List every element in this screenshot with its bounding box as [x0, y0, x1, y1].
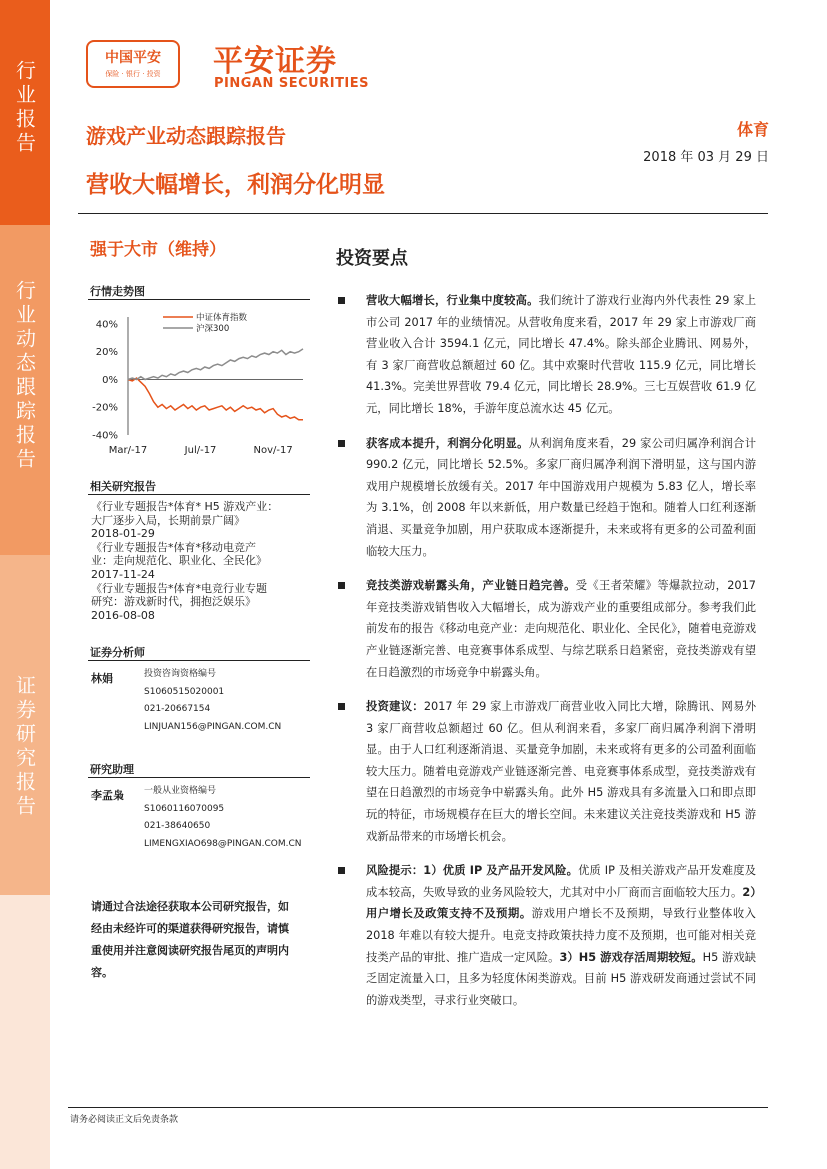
analyst-info: [144, 666, 281, 736]
assistant-email: LIMENGXIAO698@PINGAN.COM.CN: [144, 838, 302, 849]
highlight-item: [336, 696, 756, 847]
trend-chart: [88, 305, 310, 465]
footer-note: 请务必阅读正文后免责条款: [70, 1115, 179, 1125]
rating: 强于大市（维持）: [90, 240, 226, 260]
x-tick-label: Jul/-17: [184, 445, 217, 456]
related-date: 2017-11-24: [91, 567, 155, 581]
highlight-text: 2017 年 29 家上市游戏厂商营业收入同比大增，除腾讯、网易外 3 家厂商营收总额超过 60 亿。但从利润来看，多家厂商归属净利润下滑明显。由于人口红利逐渐消退、买量竞争加剧，未来或将有更多的公司盈利面临较大压力。随着电竞游戏产业链逐渐完善、电竞赛事体系成型，竞技类游戏有望在日趋激烈的市场竞争中崭露头角。此外 H5 游戏具有多流量入口和即点即玩的特征，市场规模存在巨大的增长空间。未来建议关注竞技类游戏和 H5 游戏新品带来的市场增长机会。: [366, 700, 756, 843]
logo-line2: 保险 · 银行 · 投资: [105, 70, 161, 78]
highlight-item: [336, 433, 756, 563]
related-reports: [91, 500, 313, 622]
trend-divider: [88, 299, 310, 300]
risk-item: [336, 860, 756, 1011]
series-line-csi300: [128, 349, 303, 380]
analyst-phone: 021-20667154: [144, 704, 211, 714]
brand-name-cn: 平安证券: [213, 44, 337, 79]
investment-highlights-heading: 投资要点: [336, 248, 408, 269]
legend-label: 沪深300: [196, 324, 230, 334]
y-tick-label: -20%: [92, 402, 118, 414]
risk-lead: 风险提示：1）优质 IP 及产品开发风险。: [366, 864, 579, 878]
risk-text: 优质 IP 及相关游戏产品开发难度及成本较高，失败导致的业务风险较大，尤其对中小厂商而言面临较大压力。: [366, 864, 756, 899]
investment-highlights: [336, 290, 756, 1024]
sidebar-block-report: [0, 0, 50, 225]
bullet-square-icon: [338, 582, 345, 589]
analyst-cert-no: S1060515020001: [144, 686, 225, 697]
bullet-square-icon: [338, 867, 345, 874]
analyst-cert-label: 投资咨询资格编号: [144, 669, 217, 679]
risk-text: 游戏用户增长不及预期，导致行业整体收入 2018 年难以有较大提升。电竞支持政策扶持力度不及预期，也可能对相关竞技类产品的审批、推广造成一定风险。: [366, 907, 756, 964]
related-date: 2018-01-29: [91, 527, 155, 541]
risk-lead: 3）H5 游戏存活周期较短。: [559, 950, 703, 964]
analyst-divider: [88, 660, 310, 661]
related-date: 2016-08-08: [91, 608, 155, 622]
assistant-cert-no: S1060116070095: [144, 803, 225, 814]
assistant-info: [144, 783, 301, 853]
related-line: 大厂逐步入局，长期前景广阔》: [91, 513, 245, 527]
assistant-name: 李孟枭: [91, 789, 124, 802]
related-line: 《行业专题报告*体育*移动电竞产: [91, 540, 256, 554]
highlight-item: [336, 290, 756, 420]
sidebar-label-research: 证券研究报告: [12, 675, 37, 819]
sidebar-label-report: 行业报告: [12, 60, 37, 156]
disclaimer: 请通过合法途径获取本公司研究报告，如经由未经许可的渠道获得研究报告，请慎重使用并注意阅读研究报告尾页的声明内容。: [91, 900, 289, 979]
y-tick-label: 20%: [95, 347, 118, 359]
header-divider: [78, 213, 768, 214]
related-line: 《行业专题报告*体育*电竞行业专题: [91, 581, 267, 595]
footer-divider: [68, 1107, 768, 1108]
bullet-square-icon: [338, 703, 345, 710]
sidebar-block-tracking: [0, 225, 50, 555]
x-tick-label: Nov/-17: [253, 445, 293, 456]
risk-lead: 2）用户增长及政策支持不及预期。: [366, 885, 756, 921]
sidebar-label-tracking: 行业动态跟踪报告: [12, 280, 37, 472]
related-line: 研究：游戏新时代，拥抱泛娱乐》: [91, 595, 256, 609]
highlight-text: 我们统计了游戏行业海内外代表性 29 家上市公司 2017 年的业绩情况。从营收角度来看，2017 年 29 家上市游戏厂商营业收入合计 3594.1 亿元，同比增长 47.4%。除头部企业腾讯、网易外，有 3 家厂商营收总额超过 60 亿。其中欢聚时代营收 115.9 亿元，同比增长 41.3%。完美世界营收 79.4 亿元，同比增长 28.9%。三七互娱营收 61.9 亿元，同比增长 18%，手游年度总流水达 45 亿元。: [366, 294, 756, 415]
analyst-email: LINJUAN156@PINGAN.COM.CN: [144, 721, 282, 732]
y-tick-label: -40%: [92, 430, 118, 442]
y-tick-label: 40%: [95, 319, 118, 331]
related-line: 业：走向规范化、职业化、全民化》: [91, 554, 267, 568]
highlight-lead: 竞技类游戏崭露头角，产业链日趋完善。: [366, 579, 576, 593]
risk-text: H5 游戏缺乏固定流量入口，且多为轻度休闲类游戏。目前 H5 游戏研发商通过尝试不同的游戏类型，寻求行业突破口。: [366, 950, 756, 1007]
analyst-name: 林娟: [91, 672, 113, 685]
pingan-logo: [86, 40, 180, 88]
legend-label: 中证体育指数: [196, 313, 248, 323]
assistant-title: 研究助理: [90, 763, 134, 776]
related-divider: [88, 494, 310, 495]
sidebar-block-research: [0, 555, 50, 895]
assistant-phone: 021-38640650: [144, 821, 211, 831]
bullet-square-icon: [338, 440, 345, 447]
assistant-divider: [88, 777, 310, 778]
related-line: 《行业专题报告*体育* H5 游戏产业：: [91, 500, 279, 513]
highlight-lead: 投资建议：: [366, 700, 424, 714]
related-title: 相关研究报告: [90, 480, 156, 493]
analyst-title: 证券分析师: [90, 646, 145, 659]
x-tick-label: Mar/-17: [108, 445, 148, 456]
highlight-text: 受《王者荣耀》等爆款拉动，2017 年竞技类游戏销售收入大幅增长，成为游戏产业的重要组成部分。参考我们此前发布的报告《移动电竞产业：走向规范化、职业化、全民化》，随着电竞游戏产业链逐渐完善、电竞赛事体系成型、与综艺联系日趋紧密，竞技类游戏有望在日趋激烈的市场竞争中崭露头角。: [366, 579, 756, 679]
highlight-text: 从利润角度来看，29 家公司归属净利润合计 990.2 亿元，同比增长 52.5%。多家厂商归属净利润下滑明显，这与国内游戏用户规模增长放缓有关。2017 年中国游戏用户规模为 5.83 亿人，增长率为 3.1%，创 2008 年以来新低，用户数量已经趋于饱和。随着人口红利逐渐消退、买量竞争加剧，用户获取成本逐渐提升，未来或将有更多的公司盈利面临较大压力。: [366, 436, 756, 558]
y-tick-label: 0%: [102, 374, 118, 386]
highlight-item: [336, 575, 756, 683]
trend-title: 行情走势图: [90, 285, 145, 298]
industry-label: 体育: [736, 120, 769, 139]
logo-line1: 中国平安: [105, 50, 161, 66]
highlight-lead: 获客成本提升，利润分化明显。: [366, 436, 529, 450]
sidebar: [0, 0, 50, 1169]
report-title: 营收大幅增长，利润分化明显: [86, 172, 385, 198]
bullet-square-icon: [338, 297, 345, 304]
brand-name-en: PINGAN SECURITIES: [214, 76, 370, 91]
highlight-lead: 营收大幅增长，行业集中度较高。: [366, 294, 539, 307]
report-date: 2018 年 03 月 29 日: [643, 150, 769, 165]
assistant-cert-label: 一般从业资格编号: [144, 786, 217, 796]
report-type: 游戏产业动态跟踪报告: [86, 124, 286, 148]
series-line-sports-index: [128, 378, 303, 420]
